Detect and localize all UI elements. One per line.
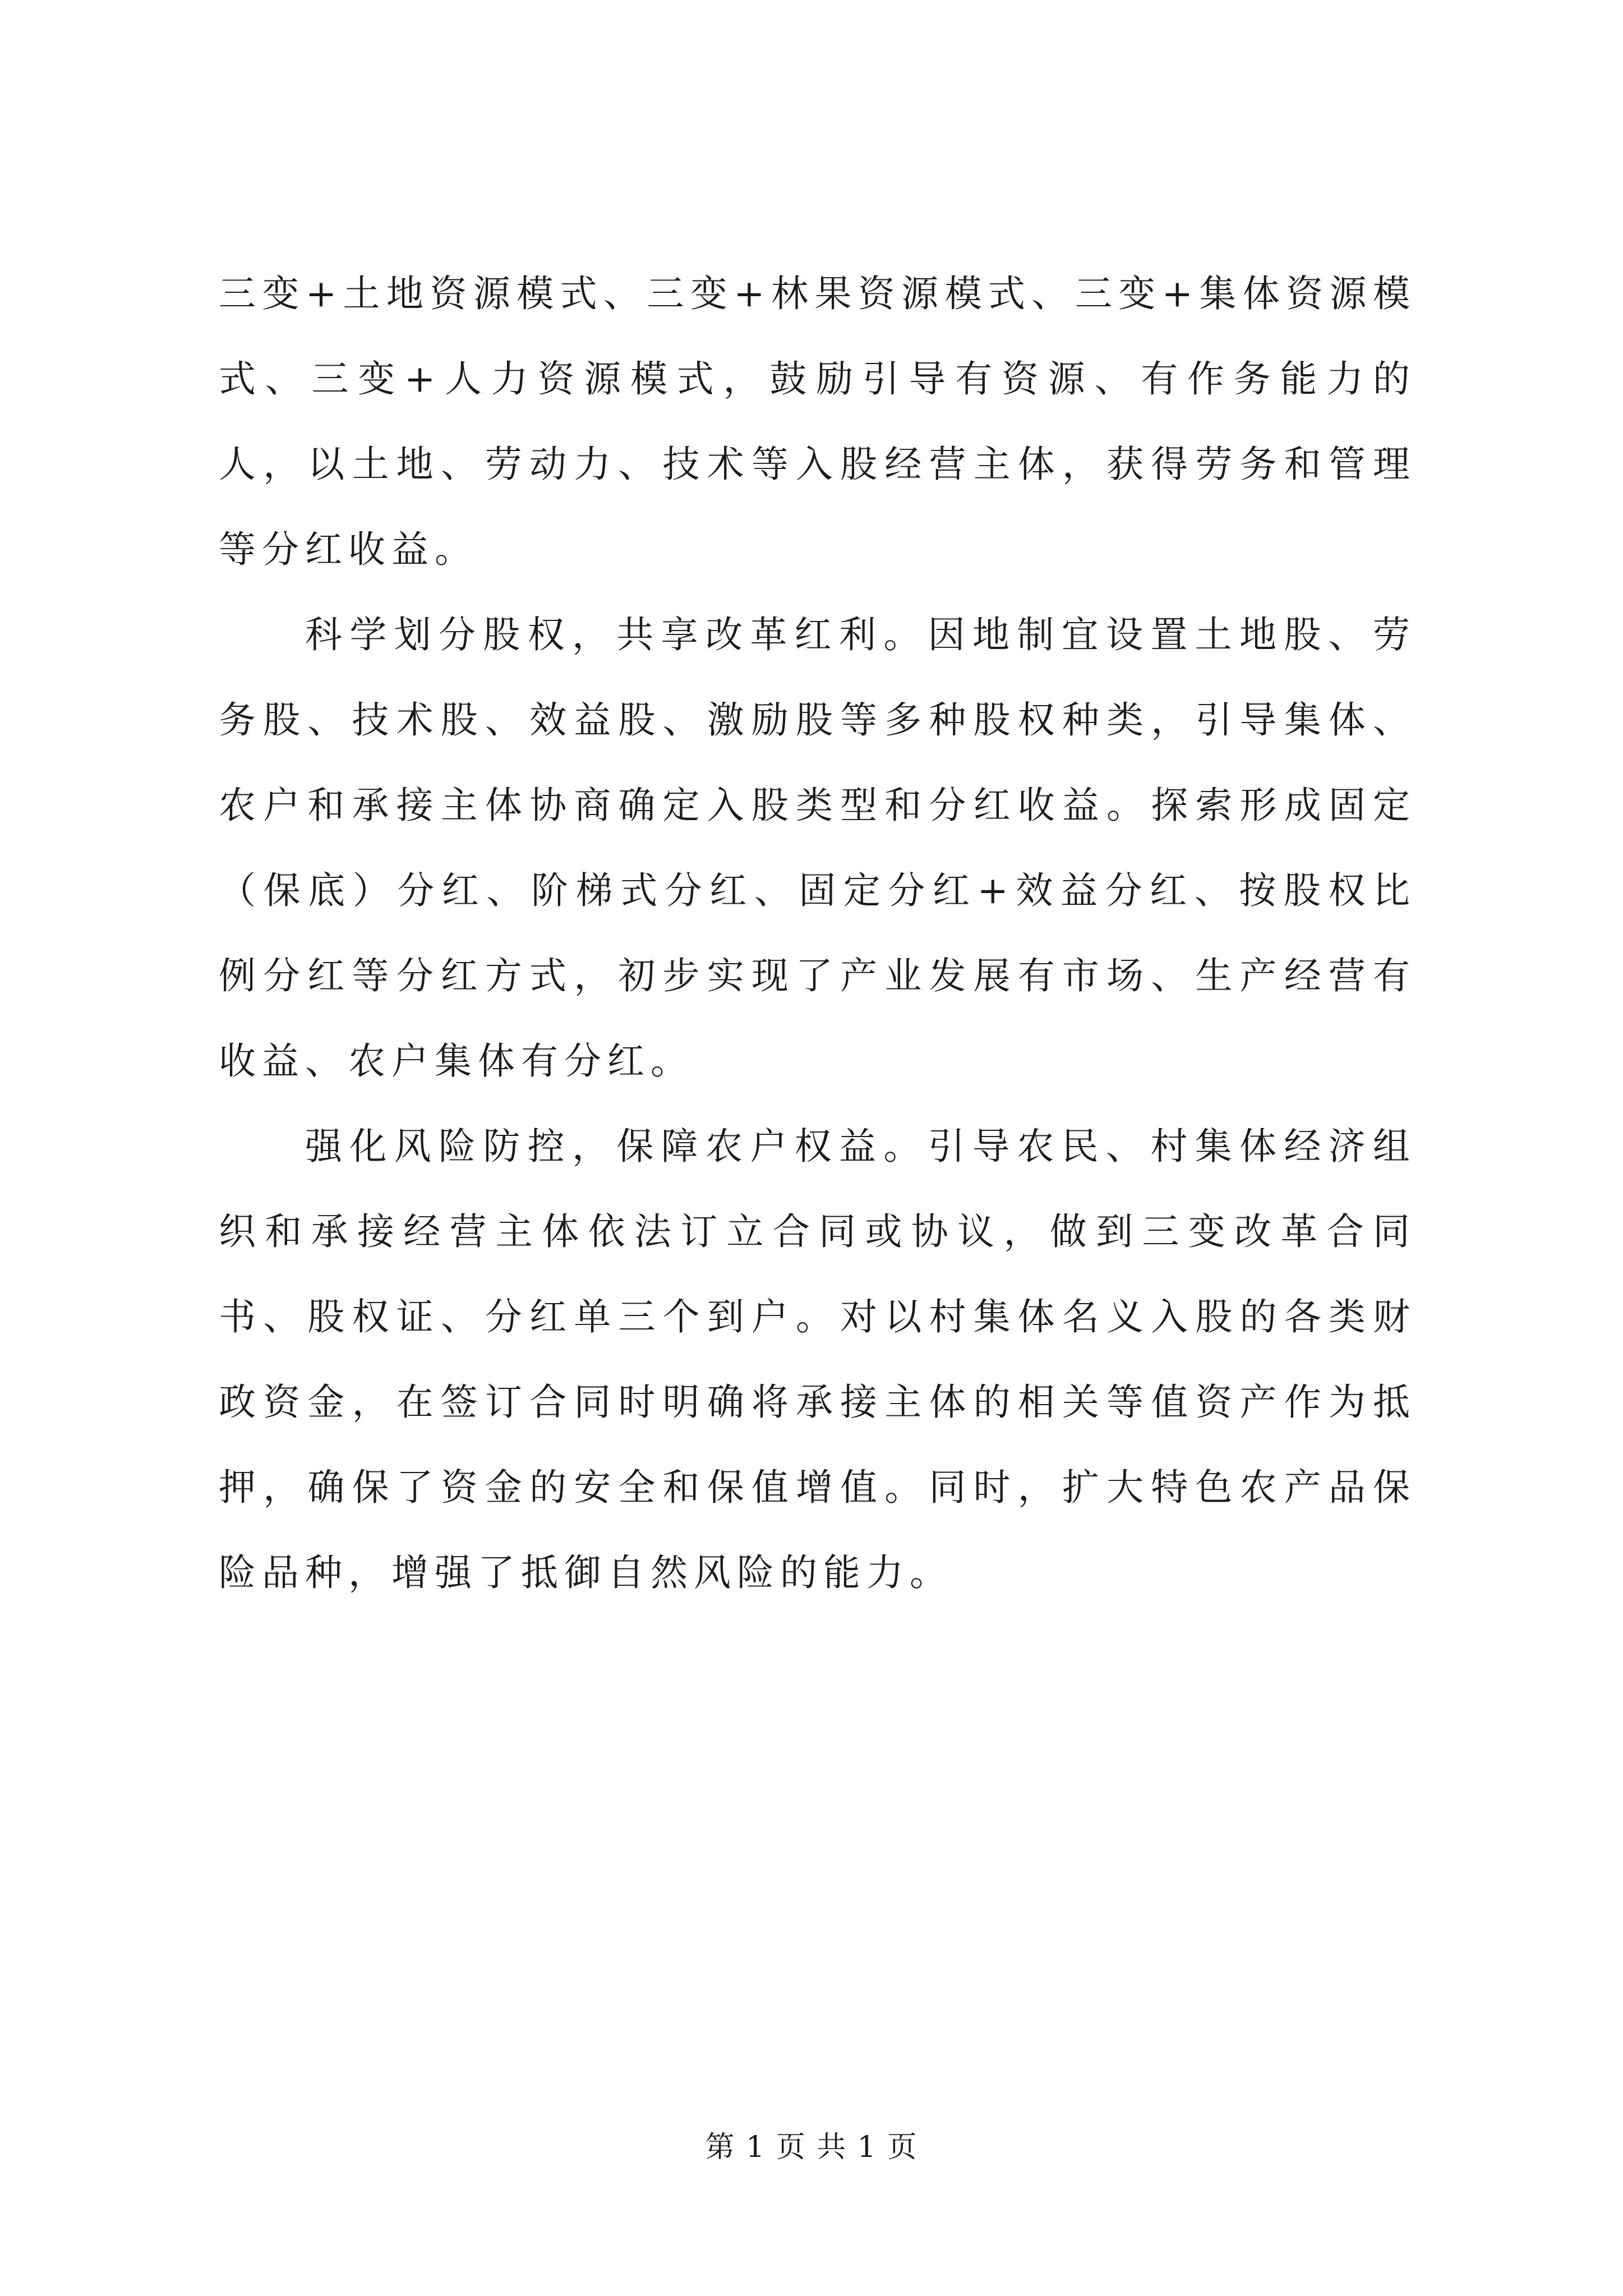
page-footer: 第 1 页 共 1 页 bbox=[705, 2131, 918, 2164]
paragraph-continuation: 三变+土地资源模式、三变+林果资源模式、三变+集体资源模式、三变+人力资源模式，鼓励引导有资源、有作务能力的人，以土地、劳动力、技术等入股经营主体，获得劳务和管理等分红收益。 bbox=[219, 272, 1416, 571]
paragraph-risk-control: 强化风险防控，保障农户权益。引导农民、村集体经济组织和承接经营主体依法订立合同或协议，做到三变改革合同书、股权证、分红单三个到户。对以村集体名义入股的各类财政资金，在签订合同时明确将承接主体的相关等值资产作为抵押，确保了资金的安全和保值增值。同时，扩大特色农产品保险品种，增强了抵御自然风险的能力。 bbox=[219, 1125, 1416, 1594]
paragraph-equity-division: 科学划分股权，共享改革红利。因地制宜设置土地股、劳务股、技术股、效益股、激励股等多种股权种类，引导集体、农户和承接主体协商确定入股类型和分红收益。探索形成固定（保底）分红、阶梯式分红、固定分红+效益分红、按股权比例分红等分红方式，初步实现了产业发展有市场、生产经营有收益、农户集体有分红。 bbox=[219, 613, 1416, 1083]
document-body bbox=[219, 251, 1416, 1616]
